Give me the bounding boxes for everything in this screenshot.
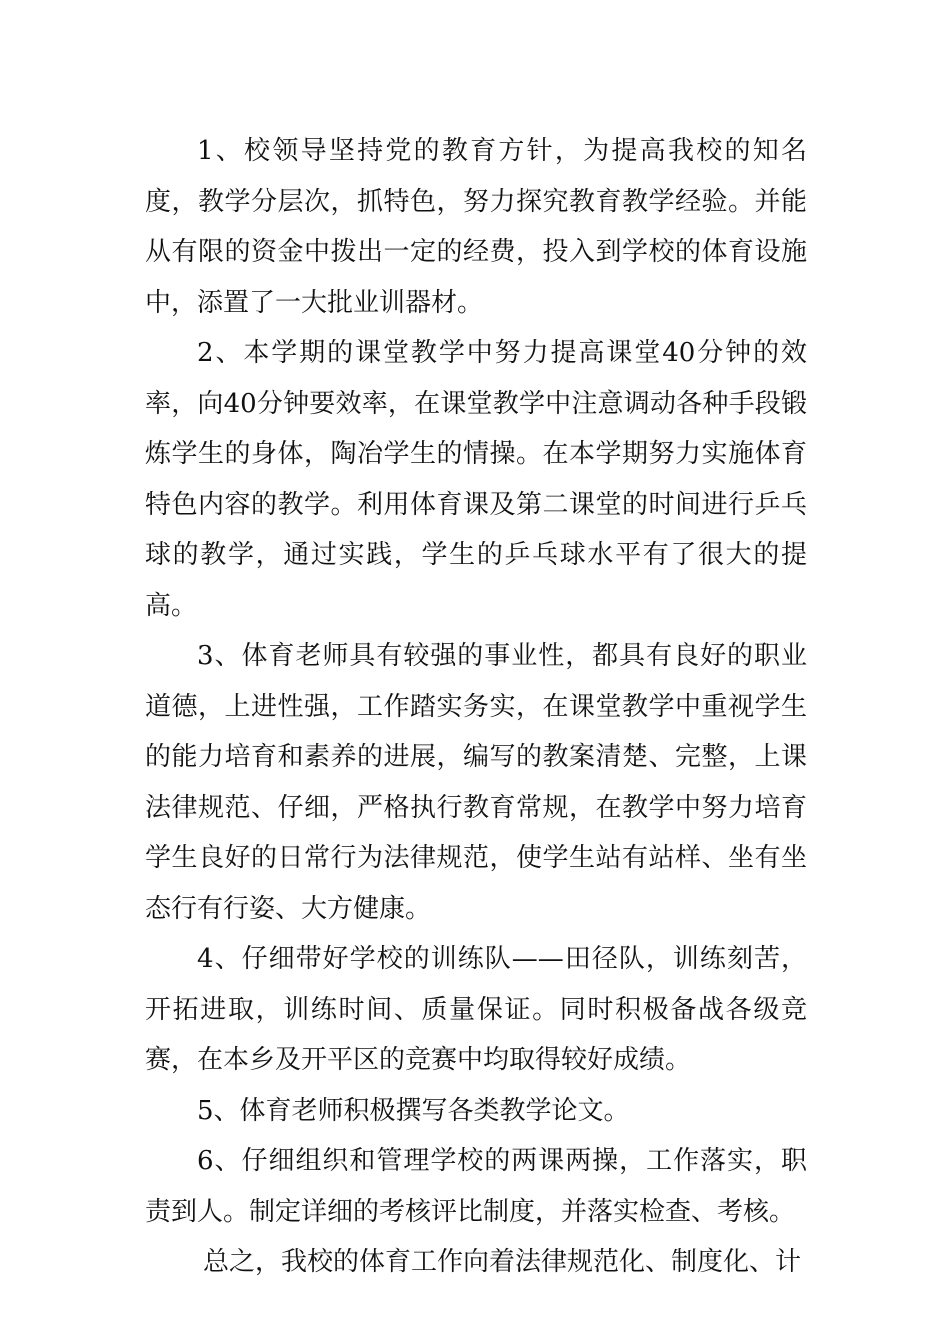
document-body [145, 126, 807, 1288]
paragraph-4: 4、仔细带好学校的训练队——田径队，训练刻苦，开拓进取，训练时间、质量保证。同时积极备战各级竞赛，在本乡及开平区的竞赛中均取得较好成绩。 [145, 944, 807, 1075]
paragraph-2: 2、本学期的课堂教学中努力提高课堂40分钟的效率，向40分钟要效率，在课堂教学中注意调动各种手段锻炼学生的身体，陶冶学生的情操。在本学期努力实施体育特色内容的教学。利用体育课及第二课堂的时间进行乒乓球的教学，通过实践，学生的乒乓球水平有了很大的提高。 [145, 338, 807, 621]
paragraph-1: 1、校领导坚持党的教育方针，为提高我校的知名度，教学分层次，抓特色，努力探究教育教学经验。并能从有限的资金中拨出一定的经费，投入到学校的体育设施中，添置了一大批业训器材。 [145, 136, 807, 318]
paragraph-6: 6、仔细组织和管理学校的两课两操，工作落实，职责到人。制定详细的考核评比制度，并落实检查、考核。 [145, 1146, 807, 1227]
paragraph-5: 5、体育老师积极撰写各类教学论文。 [197, 1095, 630, 1126]
paragraph-3: 3、体育老师具有较强的事业性，都具有良好的职业道德，上进性强，工作踏实务实，在课堂教学中重视学生的能力培育和素养的进展，编写的教案清楚、完整，上课法律规范、仔细，严格执行教育常规，在教学中努力培育学生良好的日常行为法律规范，使学生站有站样、坐有坐态行有行姿、大方健康。 [145, 641, 807, 924]
paragraph-summary: 总之，我校的体育工作向着法律规范化、制度化、计 [203, 1247, 802, 1277]
